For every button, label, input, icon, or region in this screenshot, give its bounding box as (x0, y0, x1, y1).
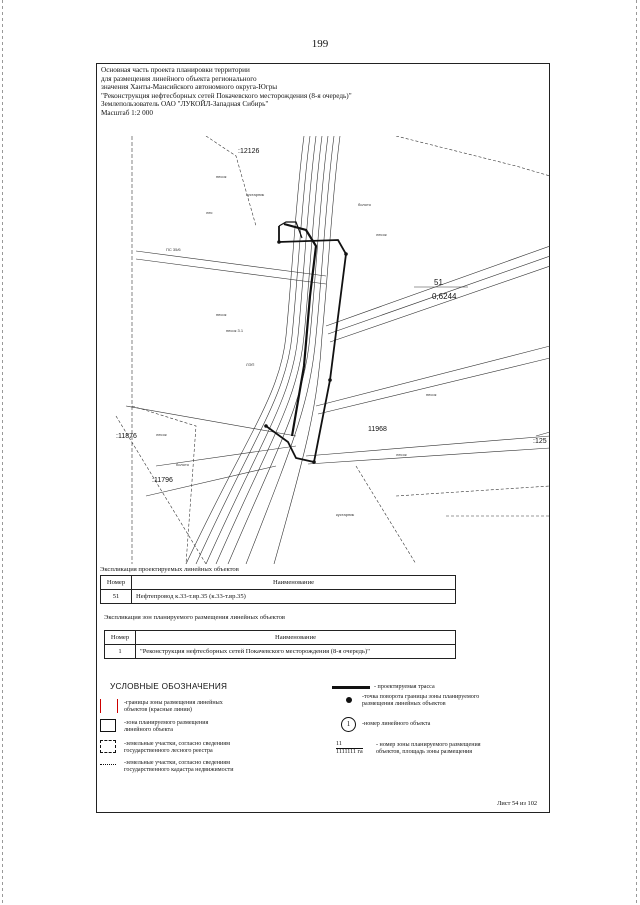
linear-objects-table (100, 575, 456, 604)
scan-edge-right (636, 0, 637, 905)
row-number: 51 (101, 590, 132, 604)
svg-text:песок: песок (216, 174, 227, 179)
header-line: значения Ханты-Мансийского автономного округа-Югры (101, 83, 278, 92)
scale-label: Масштаб 1:2 000 (101, 108, 153, 117)
parcel-label: :125 (533, 438, 547, 445)
registry-parcel-icon (100, 740, 116, 753)
parcel-label: :12126 (238, 148, 260, 155)
header-line: Землепользователь ОАО "ЛУКОЙЛ-Западная Сибирь" (101, 100, 269, 109)
svg-text:лесок: лесок (156, 432, 167, 437)
legend-item-text: -земельные участки, согласно сведениям государственного лесного реестра (124, 741, 230, 755)
table-row (105, 645, 456, 659)
object-number-label: 51 (434, 278, 443, 287)
cadastre-parcel-icon (100, 764, 116, 765)
svg-text:песок 3.1: песок 3.1 (226, 328, 244, 333)
planned-route-icon (332, 686, 370, 689)
legend-title: УСЛОВНЫЕ ОБОЗНАЧЕНИЯ (110, 682, 228, 691)
legend-item-text: -границы зоны размещения линейных объектов (красные линии) (124, 700, 223, 714)
object-area-label: 0,6244 (432, 292, 457, 301)
zones-caption: Экспликация зон планируемого размещения линейных объектов (104, 614, 286, 621)
col-name-header: Наименование (132, 576, 456, 590)
svg-text:ПС 35/6: ПС 35/6 (166, 247, 181, 252)
svg-text:болото: болото (176, 462, 189, 467)
header-line: для размещения линейного объекта регионального (101, 74, 257, 83)
red-line-boundary-icon (100, 699, 118, 713)
linear-objects-caption: Экспликация проектируемых линейных объектов (100, 566, 239, 573)
svg-text:кустарник: кустарник (246, 192, 265, 197)
zone-number-icon: 11 1111111 га (336, 741, 363, 756)
parcel-label: 11968 (368, 426, 387, 433)
table-row (101, 590, 456, 604)
svg-text:песок: песок (216, 312, 227, 317)
scan-edge-left (2, 0, 3, 905)
row-number: 1 (105, 645, 136, 659)
row-name: Нефтепровод к.33-т.вр.35 (к.33-т.вр.35) (132, 590, 456, 604)
zone-boundary-icon (100, 719, 116, 732)
col-number-header: Номер (105, 631, 136, 645)
header-line: "Реконструкция нефтесборных сетей Покачевского месторождения (8-я очередь)" (101, 91, 352, 100)
svg-text:лес: лес (206, 210, 213, 215)
legend-item-text: -точка поворота границы зоны планируемого размещения линейных объектов (362, 694, 480, 708)
svg-text:ЛЭП: ЛЭП (246, 362, 255, 367)
svg-text:кустарник: кустарник (336, 512, 355, 517)
col-name-header: Наименование (136, 631, 456, 645)
turn-point-icon (346, 697, 352, 703)
svg-text:лесок: лесок (396, 452, 407, 457)
sheet-number: Лист 54 из 102 (497, 800, 538, 807)
svg-text:болото: болото (358, 202, 371, 207)
legend-item-text: - номер зоны планируемого размещения объектов, площадь зоны размещения (376, 742, 481, 756)
header-line: Основная часть проекта планировки территории (101, 66, 250, 74)
parcel-label: :11876 (116, 433, 137, 440)
col-number-header: Номер (101, 576, 132, 590)
row-name: "Реконструкция нефтесборных сетей Покачевского месторождения (8-я очередь)" (136, 645, 456, 659)
svg-text:лесок: лесок (376, 232, 387, 237)
parcel-label: :11796 (152, 477, 173, 484)
map-area[interactable] (96, 136, 550, 564)
map-drawing (96, 136, 550, 564)
object-number-icon: 1 (341, 717, 356, 732)
legend-item-text: -номер линейного объекта (362, 721, 431, 727)
zones-table (104, 630, 456, 659)
legend-item-text: - проектируемая трасса (374, 684, 435, 690)
svg-text:песок: песок (426, 392, 437, 397)
sheet-header (101, 66, 352, 118)
legend-item-text: -земельные участки, согласно сведениям государственного кадастра недвижимости (124, 760, 234, 774)
legend-item-text: -зона планируемого размещения линейного объекта (124, 720, 209, 734)
page-number: 199 (311, 38, 329, 50)
